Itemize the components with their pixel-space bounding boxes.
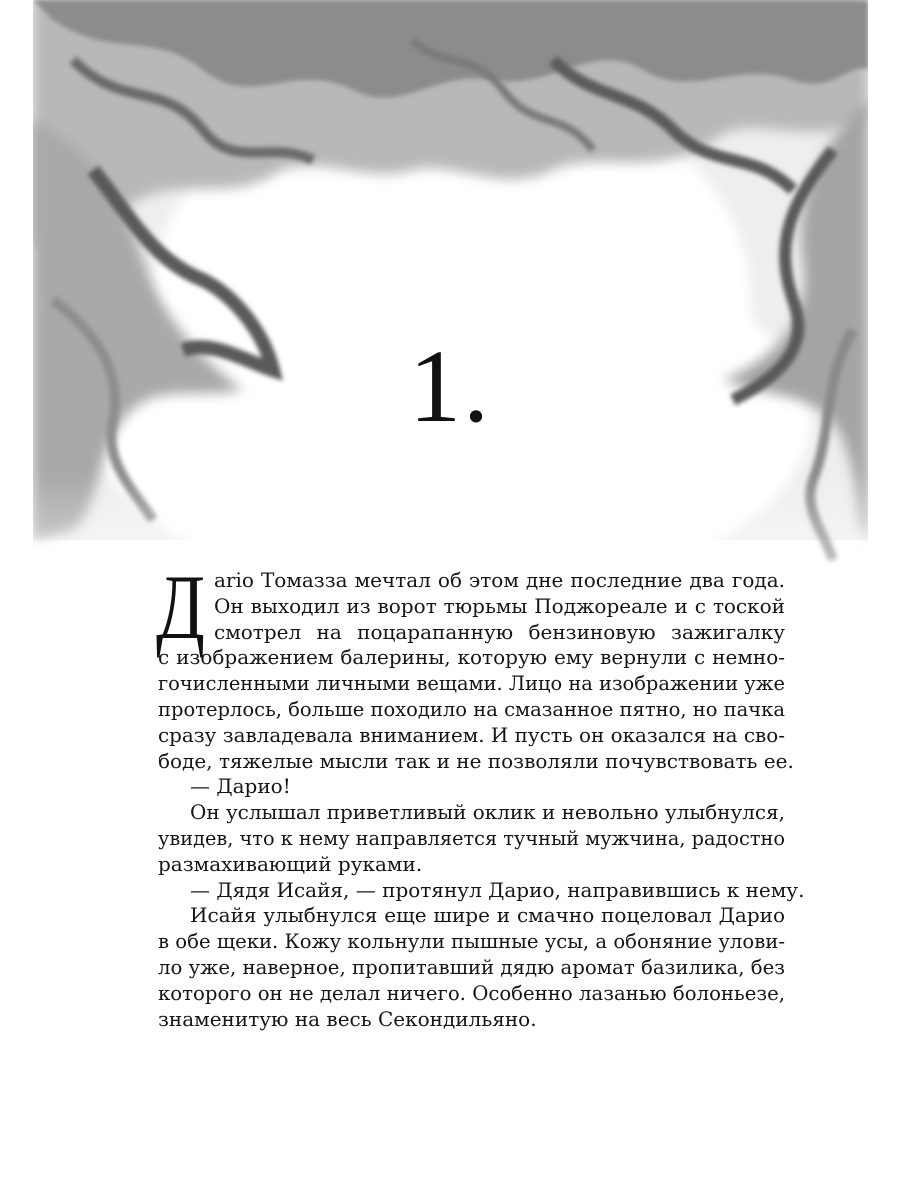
text-line: размахивающий руками. bbox=[158, 851, 423, 876]
dialogue-line: — Дарио! bbox=[190, 774, 291, 799]
text-line: Исайя улыбнулся еще шире и смачно поцеловал Дарио bbox=[190, 903, 785, 928]
text-line: Он выходил из ворот тюрьмы Поджореале и с тоской bbox=[214, 593, 785, 618]
text-line: в обе щеки. Кожу кольнули пышные усы, а обоняние улови- bbox=[158, 929, 785, 954]
dialogue-line: — Дядя Исайя, — протянул Дарио, направившись к нему. bbox=[190, 877, 805, 902]
text-line: сразу завладевала вниманием. И пусть он оказался на сво- bbox=[158, 722, 785, 747]
chapter-number: 1. bbox=[409, 329, 491, 444]
text-line: ло уже, наверное, пропитавший дядю аромат базилика, без bbox=[158, 954, 785, 979]
text-line: протерлось, больше походило на смазанное пятно, но пачка bbox=[158, 696, 785, 721]
text-line: Он услышал приветливый оклик и невольно улыбнулся, bbox=[190, 800, 785, 825]
text-line: которого он не делал ничего. Особенно лазанью болоньезе, bbox=[158, 980, 785, 1005]
text-line: с изображением балерины, которую ему вернули с немно- bbox=[158, 645, 785, 670]
chapter-body-text bbox=[156, 556, 805, 1032]
text-line: боде, тяжелые мысли так и не позволяли почувствовать ее. bbox=[158, 748, 794, 773]
drop-cap-letter: Д bbox=[156, 556, 205, 658]
text-line: смотрел на поцарапанную бензиновую зажигалку bbox=[214, 619, 785, 644]
text-line: увидев, что к нему направляется тучный мужчина, радостно bbox=[158, 825, 785, 850]
text-line: гочисленными личными вещами. Лицо на изображении уже bbox=[158, 671, 785, 696]
text-line: ario Томазза мечтал об этом дне последние два года. bbox=[214, 568, 785, 592]
text-line: знаменитую на весь Секондильяно. bbox=[158, 1006, 537, 1031]
